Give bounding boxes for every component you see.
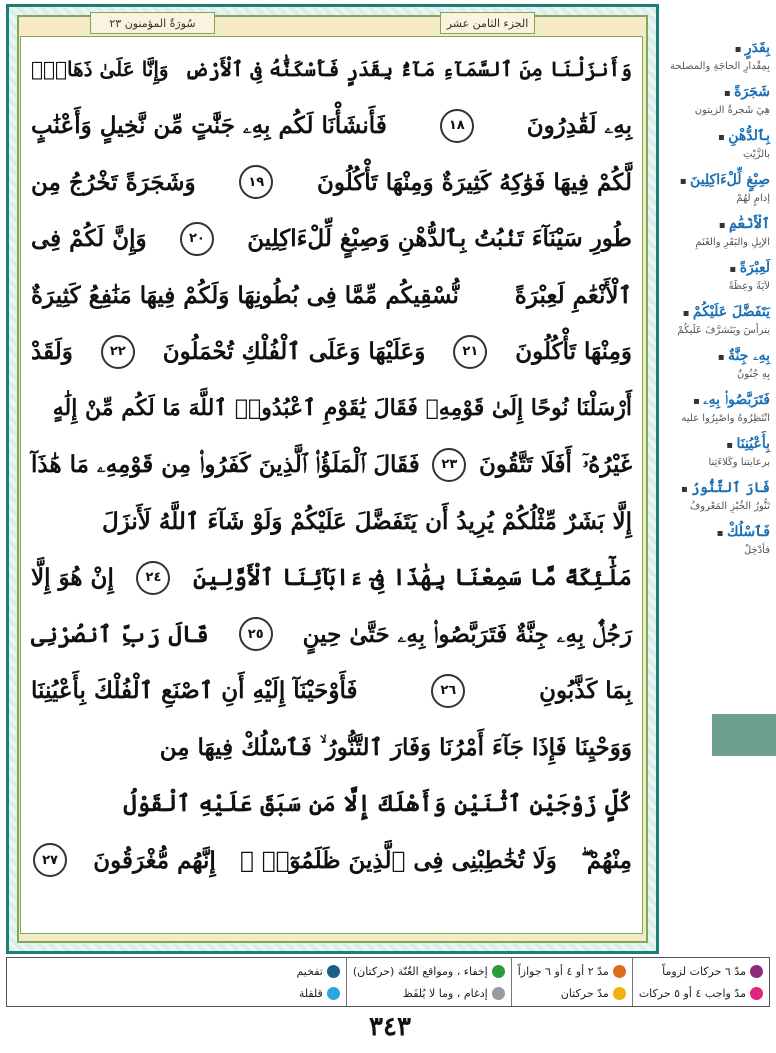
verse-line (21, 832, 642, 889)
legend-item (296, 965, 339, 978)
legend-label: مدّ ٦ حركات لزوماً (662, 964, 746, 978)
glossary-entry (660, 260, 772, 298)
verse-line (21, 380, 642, 437)
verse-line (21, 719, 642, 776)
verse-lines (21, 41, 642, 889)
glossary-meaning: بالزَّيْتِ (743, 149, 770, 160)
verse-line (21, 663, 642, 720)
verse-line (21, 41, 642, 98)
verse-text: لَّكُمْ فِيهَا فَوَٰكِهُ كَثِيرَةٌ وَمِنْهَا تَأْكُلُونَ (316, 168, 632, 196)
verse-text: وَوَحْيِنَا فَإِذَا جَآءَ أَمْرُنَا وَفَارَ ٱلتَّنُّورُ ۙ فَٱسْلُكْ فِيهَا مِن (159, 733, 632, 761)
legend-label: تفخيم (296, 964, 323, 978)
legend-item (518, 987, 626, 1000)
legend-color-dot-icon (613, 987, 626, 1000)
verse-text: وَمِنْهَا تَأْكُلُونَ (515, 338, 632, 366)
verse-text: وَشَجَرَةً تَخْرُجُ مِن (31, 168, 196, 196)
juz-header: الجزء الثامن عشر (440, 12, 535, 34)
verse-text: بِمَا كَذَّبُونِ (539, 677, 632, 705)
glossary-entry (660, 392, 772, 430)
legend-color-dot-icon (327, 987, 340, 1000)
legend-column (632, 958, 769, 1006)
ayah-number-marker: ٢٥ (239, 617, 273, 651)
legend-column (290, 958, 345, 1006)
verse-text: كُلٍّ زَوْجَيْنِ ٱثْنَيْنِ وَأَهْلَكَ إِلَّا مَن سَبَقَ عَلَيْهِ ٱلْقَوْلُ (123, 790, 632, 818)
legend-column (511, 958, 632, 1006)
verse-line (21, 776, 642, 833)
glossary-entry (660, 304, 772, 342)
legend-label: قلقلة (298, 986, 323, 1000)
ayah-number-marker: ٢٤ (136, 561, 170, 595)
verse-line (21, 550, 642, 607)
verse-text: قَالَ رَبِّ ٱنصُرْنِى (31, 620, 209, 648)
verse-text: فَقَالَ ٱلْمَلَؤُا۟ ٱلَّذِينَ كَفَرُوا۟ مِن قَوْمِهِۦ مَا هَٰذَآ (31, 451, 420, 479)
verse-text: وَأَنزَلْنَا مِنَ ٱلسَّمَآءِ مَآءًۢ بِقَدَرٍ فَأَسْكَنَّٰهُ فِى ٱلْأَرْضِ (184, 57, 632, 82)
verse-text: غَيْرُهُۥٓ (582, 451, 632, 479)
verse-text: طُورِ سَيْنَآءَ تَنۢبُتُ بِٱلدُّهْنِ وَصِبْغٍ لِّلْءَاكِلِينَ (247, 225, 632, 253)
verse-line (21, 606, 642, 663)
glossary-entry (660, 40, 772, 78)
glossary-meaning: فأدْخِلْ (743, 545, 770, 556)
glossary-meaning: الإبِلِ والبَقَرِ والغَنَمِ (695, 237, 770, 248)
legend-label: مدّ حركتان (560, 986, 609, 1000)
verse-line (21, 98, 642, 155)
glossary-word: لَعِبْرَةً ▪ (660, 260, 770, 276)
ayah-number-marker: ٢٠ (180, 222, 214, 256)
legend-item (518, 965, 626, 978)
verse-line (21, 324, 642, 381)
verse-text: وَإِنَّ لَكُمْ فِى (31, 225, 147, 253)
glossary-entry (660, 84, 772, 122)
verse-line (21, 267, 642, 324)
verse-text: ٱلْأَنْعَٰمِ لَعِبْرَةً (514, 281, 632, 309)
glossary-entry (660, 480, 772, 518)
ayah-number-marker: ٢٦ (431, 674, 465, 708)
glossary-meaning: انْتَظِرُوهُ واصْبِرُوا عليه (681, 413, 770, 424)
glossary-entry (660, 216, 772, 254)
verse-line (21, 437, 642, 494)
glossary-word: فَارَ ٱلتَّنُّورُ ▪ (660, 480, 770, 496)
verse-text: وَلَقَدْ (31, 338, 73, 366)
quran-text-area (20, 36, 643, 934)
legend-item (639, 965, 763, 978)
legend-color-dot-icon (613, 965, 626, 978)
verse-text: مَلَٰٓئِكَةً مَّا سَمِعْنَا بِهَٰذَا فِىٓ ءَابَآئِنَا ٱلْأَوَّلِينَ (193, 564, 632, 592)
verse-text: إِنَّهُم مُّغْرَقُونَ (93, 846, 216, 874)
glossary-meaning: برعايتنا وكَلاءَتِنا (708, 457, 770, 468)
verse-text: وَلَا تُخَٰطِبْنِى فِى ٱلَّذِينَ ظَلَمُوٓا۟ ۖ (240, 846, 557, 874)
legend-label: إدغام ، وما لا يُلفَظ (402, 986, 488, 1000)
legend-color-dot-icon (750, 987, 763, 1000)
glossary-meaning: تَنُّورُ الخُبْزِ المَعْروفُ (689, 501, 770, 512)
glossary-word: ٱلْأَنْعَٰمِ ▪ (660, 216, 770, 232)
ayah-number-marker: ١٩ (239, 165, 273, 199)
glossary-word: بِأَعْيُنِنَا ▪ (660, 436, 770, 452)
glossary-entry (660, 172, 772, 210)
verse-text: مِنْهُمْ ۖ (581, 846, 632, 874)
bookmark-tab[interactable] (712, 714, 776, 756)
ayah-number-marker: ١٨ (440, 109, 474, 143)
tajweed-legend (6, 957, 770, 1007)
verse-text: بِهِۦ لَقَٰدِرُونَ (526, 112, 632, 140)
glossary-meaning: بِمِقْدارِ الحاجَةِ والمصلحة (670, 61, 770, 72)
verse-text: إِنْ هُوَ إِلَّا (31, 564, 114, 592)
glossary-entry (660, 436, 772, 474)
legend-label: إخفاء ، ومواقع الغُنّة (حركتان) (352, 964, 488, 978)
legend-color-dot-icon (492, 965, 505, 978)
glossary-meaning: إدامٍ لهُمْ (736, 193, 770, 204)
glossary-entry (660, 348, 772, 386)
verse-text: رَجُلٌۢ بِهِۦ جِنَّةٌ فَتَرَبَّصُوا۟ بِهِۦ حَتَّىٰ حِينٍ (302, 620, 632, 648)
glossary-meaning: يترأسَ ويَتَشرَّفَ عَلَيكُمْ (677, 325, 770, 336)
glossary-meaning: بِهِ جُنُونٌ (736, 369, 770, 380)
glossary-word: صِبْغٍ لِّلْءَاكِلِينَ ▪ (660, 172, 770, 188)
verse-text: فَأَوْحَيْنَآ إِلَيْهِ أَنِ ٱصْنَعِ ٱلْفُلْكَ بِأَعْيُنِنَا (31, 677, 358, 705)
glossary-word: يَتَفَضَّلَ عَلَيْكُمْ ▪ (660, 304, 770, 320)
legend-item (353, 987, 505, 1000)
glossary-word: فَتَرَبَّصُوا۟ بِهِۦ ▪ (660, 392, 770, 408)
glossary-entry (660, 128, 772, 166)
legend-item (353, 965, 505, 978)
verse-line (21, 211, 642, 268)
glossary-word: شَجَرَةً ▪ (660, 84, 770, 100)
glossary-entry (660, 524, 772, 562)
verse-text: أَرْسَلْنَا نُوحًا إِلَىٰ قَوْمِهِۦ فَقَالَ يَٰقَوْمِ ٱعْبُدُوا۟ ٱللَّهَ مَا لَكُم مِّنْ إِلَٰهٍ (52, 395, 632, 422)
ayah-number-marker: ٢١ (453, 335, 487, 369)
verse-text: إِلَّا بَشَرٌ مِّثْلُكُمْ يُرِيدُ أَن يَتَفَضَّلَ عَلَيْكُمْ وَلَوْ شَآءَ ٱللَّهُ لَأَنزَلَ (102, 507, 632, 535)
legend-item (639, 987, 763, 1000)
surah-header: سُورَةُ المؤمنون ٢٣ (90, 12, 215, 34)
glossary-meaning: هِيَ شَجرةُ الزيتون (694, 105, 770, 116)
ayah-number-marker: ٢٣ (432, 448, 466, 482)
verse-text: نُّسْقِيكُم مِّمَّا فِى بُطُونِهَا وَلَكُمْ فِيهَا مَنَٰفِعُ كَثِيرَةٌ (31, 281, 459, 309)
verse-text: أَفَلَا تَتَّقُونَ (479, 451, 572, 479)
legend-color-dot-icon (750, 965, 763, 978)
legend-label: مدّ ٢ أو ٤ أو ٦ جوازاً (517, 964, 609, 978)
legend-color-dot-icon (327, 965, 340, 978)
legend-label: مدّ واجب ٤ أو ٥ حركات (638, 986, 746, 1000)
verse-line (21, 493, 642, 550)
verse-text: فَأَنشَأْنَا لَكُم بِهِۦ جَنَّٰتٍ مِّن نَّخِيلٍ وَأَعْنَٰبٍ (31, 112, 387, 140)
glossary-word: فَٱسْلُكْ ▪ (660, 524, 770, 540)
legend-column (346, 958, 511, 1006)
verse-text: وَعَلَيْهَا وَعَلَى ٱلْفُلْكِ تُحْمَلُونَ (162, 338, 426, 366)
verse-text: وَإِنَّا عَلَىٰ ذَهَابٍۭ (31, 57, 169, 82)
glossary-meaning: لآيَةً وعِظَةً (728, 281, 770, 292)
glossary-sidebar (660, 40, 772, 950)
legend-item (296, 987, 339, 1000)
glossary-word: بِقَدَرٍ ▪ (660, 40, 770, 56)
verse-line (21, 154, 642, 211)
glossary-word: بِهِۦ جِنَّةٌ ▪ (660, 348, 770, 364)
glossary-word: بِٱلدُّهْنِ ▪ (660, 128, 770, 144)
ayah-number-marker: ٢٢ (101, 335, 135, 369)
ayah-number-marker: ٢٧ (33, 843, 67, 877)
legend-color-dot-icon (492, 987, 505, 1000)
page-number: ٣٤٣ (369, 1012, 411, 1042)
